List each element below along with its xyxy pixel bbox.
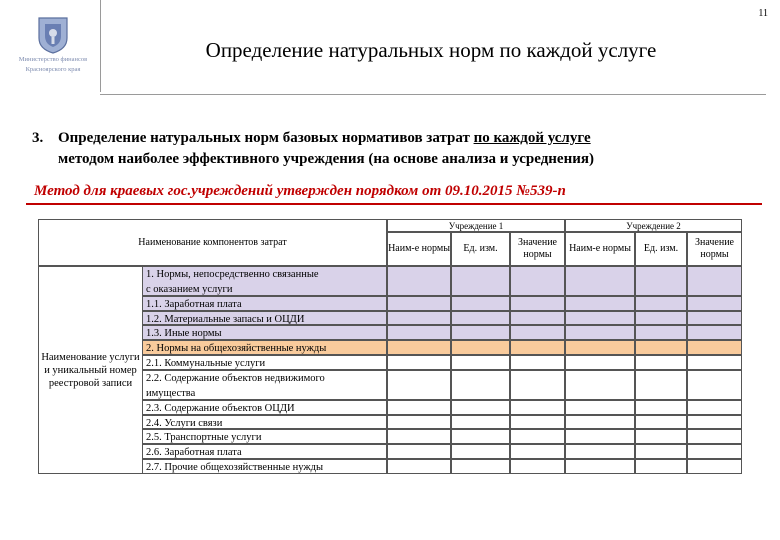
logo-line-2: Красноярского края	[25, 66, 81, 73]
table-cell	[387, 311, 451, 326]
table-cell	[687, 296, 742, 311]
table-cell	[451, 400, 510, 415]
table-row-label	[142, 296, 387, 311]
table-row-label	[142, 444, 387, 459]
row-text: 2.3. Содержание объектов ОЦДИ	[146, 402, 295, 414]
table-row-label	[142, 400, 387, 415]
row-text: имущества	[146, 387, 196, 399]
table-cell	[510, 444, 565, 459]
table-cell	[565, 370, 635, 400]
service-label-cell	[38, 266, 142, 474]
table-cell	[510, 325, 565, 340]
table-row-label	[142, 325, 387, 340]
components-header: Наименование компонентов затрат	[138, 236, 287, 248]
logo-line-1: Министерство финансов	[18, 56, 88, 63]
table-cell	[510, 266, 565, 296]
table-cell	[635, 355, 687, 370]
table-cell	[510, 340, 565, 355]
table-cell	[387, 266, 451, 296]
table-cell	[510, 415, 565, 430]
table-cell	[687, 355, 742, 370]
table-cell	[451, 311, 510, 326]
service-label: Наименование услуги и уникальный номер реестровой записи	[41, 351, 140, 389]
table-cell	[687, 311, 742, 326]
inst1-name-col: Наим-е нормы	[387, 232, 451, 266]
table-cell	[565, 429, 635, 444]
table-cell	[687, 415, 742, 430]
table-row-label	[142, 415, 387, 430]
red-underline	[26, 203, 762, 205]
point-text-1: Определение натуральных норм базовых нормативов затрат	[58, 130, 474, 146]
inst1-unit-col: Ед. изм.	[451, 232, 510, 266]
table-cell	[635, 459, 687, 474]
row-text: 2.4. Услуги связи	[146, 417, 223, 429]
row-text: 2.6. Заработная плата	[146, 447, 242, 459]
table-cell	[387, 370, 451, 400]
table-cell	[635, 266, 687, 296]
row-text: 2.5. Транспортные услуги	[146, 432, 262, 444]
row-text: с оказанием услуги	[146, 283, 233, 295]
table-cell	[635, 444, 687, 459]
table-row-label	[142, 459, 387, 474]
table-row-label	[142, 311, 387, 326]
table-cell	[510, 311, 565, 326]
table-cell	[687, 325, 742, 340]
table-cell	[387, 340, 451, 355]
table-row-label	[142, 340, 387, 355]
table-cell	[635, 296, 687, 311]
components-header-cell	[38, 219, 387, 266]
table-cell	[451, 415, 510, 430]
table-cell	[451, 296, 510, 311]
table-cell	[510, 459, 565, 474]
page-number: 11	[758, 8, 768, 19]
table-cell	[387, 355, 451, 370]
table-cell	[635, 400, 687, 415]
table-cell	[687, 370, 742, 400]
point-number: 3.	[32, 130, 44, 146]
table-cell	[687, 400, 742, 415]
table-cell	[565, 415, 635, 430]
row-text: 2.2. Содержание объектов недвижимого	[146, 373, 325, 384]
table-cell	[387, 400, 451, 415]
method-note: Метод для краевых гос.учреждений утвержден порядком от 09.10.2015 №539-п	[34, 183, 566, 199]
slide-title: Определение натуральных норм по каждой услуге	[205, 38, 657, 62]
table-cell	[565, 400, 635, 415]
table-cell	[687, 429, 742, 444]
ministry-logo	[14, 16, 92, 74]
table-cell	[565, 311, 635, 326]
inst2-name-col: Наим-е нормы	[565, 232, 635, 266]
table-cell	[635, 311, 687, 326]
table-cell	[687, 444, 742, 459]
table-cell	[510, 296, 565, 311]
row-text: 2. Нормы на общехозяйственные нужды	[146, 343, 327, 355]
point-text-2: методом наиболее эффективного учреждения (на основе анализа и усреднения)	[58, 151, 594, 167]
table-cell	[635, 429, 687, 444]
table-row-label	[142, 370, 387, 400]
table-cell	[451, 370, 510, 400]
row-text: 1. Нормы, непосредственно связанные	[146, 269, 319, 280]
table-cell	[635, 325, 687, 340]
institution-2-header: Учреждение 2	[565, 219, 742, 232]
table-cell	[387, 444, 451, 459]
table-cell	[687, 340, 742, 355]
table-cell	[635, 415, 687, 430]
table-cell	[565, 296, 635, 311]
row-text: 1.3. Иные нормы	[146, 328, 222, 340]
row-text: 2.7. Прочие общехозяйственные нужды	[146, 462, 324, 474]
table-cell	[451, 325, 510, 340]
table-cell	[687, 459, 742, 474]
table-cell	[565, 459, 635, 474]
row-text: 2.1. Коммунальные услуги	[146, 358, 266, 370]
point-3	[32, 128, 762, 170]
institution-1-header: Учреждение 1	[387, 219, 565, 232]
table-cell	[635, 340, 687, 355]
table-cell	[565, 325, 635, 340]
table-cell	[451, 266, 510, 296]
table-cell	[565, 355, 635, 370]
table-cell	[565, 340, 635, 355]
inst1-value-col: Значение нормы	[510, 232, 565, 266]
table-row-label	[142, 429, 387, 444]
table-row-label	[142, 355, 387, 370]
table-cell	[387, 429, 451, 444]
table-cell	[387, 459, 451, 474]
table-row-label	[142, 266, 387, 296]
table-cell	[387, 415, 451, 430]
table-cell	[687, 266, 742, 296]
header-divider	[100, 94, 766, 95]
row-text: 1.1. Заработная плата	[146, 298, 242, 310]
table-cell	[635, 370, 687, 400]
table-cell	[451, 340, 510, 355]
coat-of-arms-icon	[37, 16, 69, 54]
table-cell	[451, 429, 510, 444]
row-text: 1.2. Материальные запасы и ОЦДИ	[146, 313, 305, 325]
table-cell	[510, 400, 565, 415]
table-cell	[451, 459, 510, 474]
table-cell	[565, 266, 635, 296]
table-cell	[451, 444, 510, 459]
table-cell	[387, 296, 451, 311]
table-cell	[387, 325, 451, 340]
table-cell	[451, 355, 510, 370]
table-cell	[565, 444, 635, 459]
table-cell	[510, 355, 565, 370]
table-cell	[510, 429, 565, 444]
inst2-value-col: Значение нормы	[687, 232, 742, 266]
point-text-underlined: по каждой услуге	[473, 130, 591, 146]
table-cell	[510, 370, 565, 400]
norms-table	[38, 219, 742, 474]
inst2-unit-col: Ед. изм.	[635, 232, 687, 266]
